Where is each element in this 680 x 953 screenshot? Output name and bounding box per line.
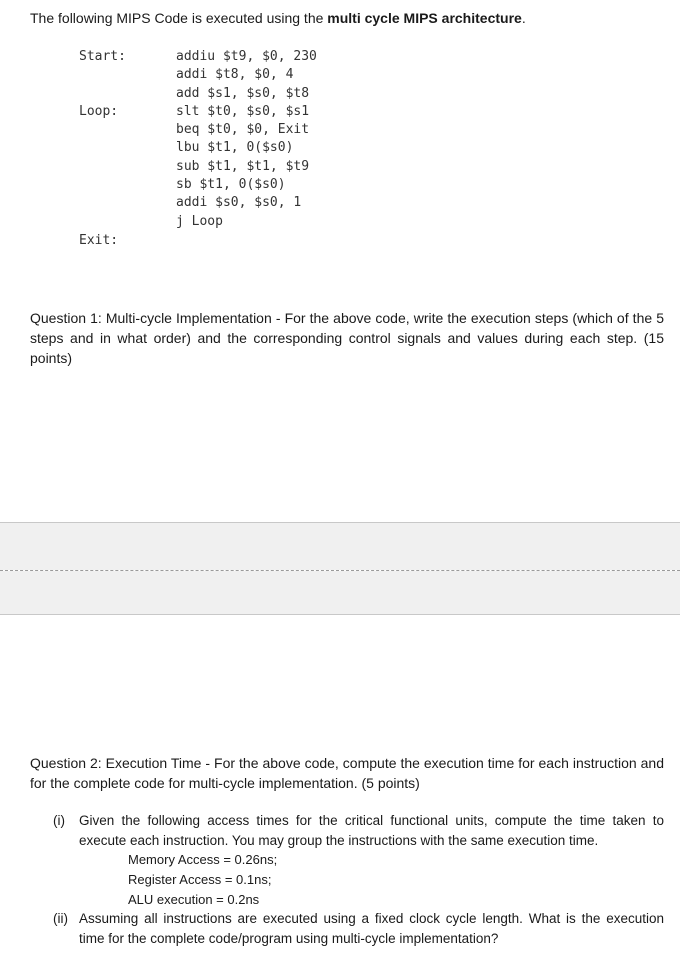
part-i-text: Given the following access times for the critical functional units, compute the time taken to execute each instruction. You may group the instructions with the same execution time. <box>79 813 664 848</box>
code-line: lbu $t1, 0($s0) <box>176 140 294 156</box>
code-line: add $s1, $s0, $t8 <box>176 85 310 101</box>
register-access-time: Register Access = 0.1ns; <box>128 872 272 887</box>
code-line: addi $s0, $s0, 1 <box>176 195 302 211</box>
code-line: sub $t1, $t1, $t9 <box>176 158 310 174</box>
label-loop: Loop: <box>79 104 119 119</box>
memory-access-time: Memory Access = 0.26ns; <box>128 852 278 867</box>
label-exit: Exit: <box>79 233 119 248</box>
part-i-number: (i) <box>53 813 65 828</box>
intro-bold: multi cycle MIPS architecture <box>327 10 522 26</box>
code-line: sb $t1, 0($s0) <box>176 177 286 193</box>
code-line: addi $t8, $0, 4 <box>176 67 294 83</box>
label-start: Start: <box>79 49 126 64</box>
intro-text <box>30 10 526 26</box>
code-line: beq $t0, $0, Exit <box>176 122 310 138</box>
code-line: addiu $t9, $0, 230 <box>176 49 317 64</box>
question-1: Question 1: Multi-cycle Implementation - For the above code, write the execution steps (which of the 5 steps and in what order) and the corresponding control signals and values during each step. (15 points) <box>30 310 664 366</box>
page-break-top <box>0 522 680 570</box>
page-break-bottom <box>0 571 680 615</box>
intro-prefix: The following MIPS Code is executed using the <box>30 10 328 26</box>
intro-suffix: . <box>521 10 526 26</box>
part-ii-number: (ii) <box>53 911 68 926</box>
code-block <box>176 48 317 231</box>
part-ii-text: Assuming all instructions are executed using a fixed clock cycle length. What is the execution time for the complete code/program using multi-cycle implementation? <box>79 911 664 946</box>
code-line: slt $t0, $s0, $s1 <box>176 103 310 119</box>
alu-execution-time: ALU execution = 0.2ns <box>128 892 260 907</box>
code-line: j Loop <box>176 213 223 229</box>
question-2: Question 2: Execution Time - For the above code, compute the execution time for each instruction and for the complete code for multi-cycle implementation. (5 points) <box>30 755 664 791</box>
